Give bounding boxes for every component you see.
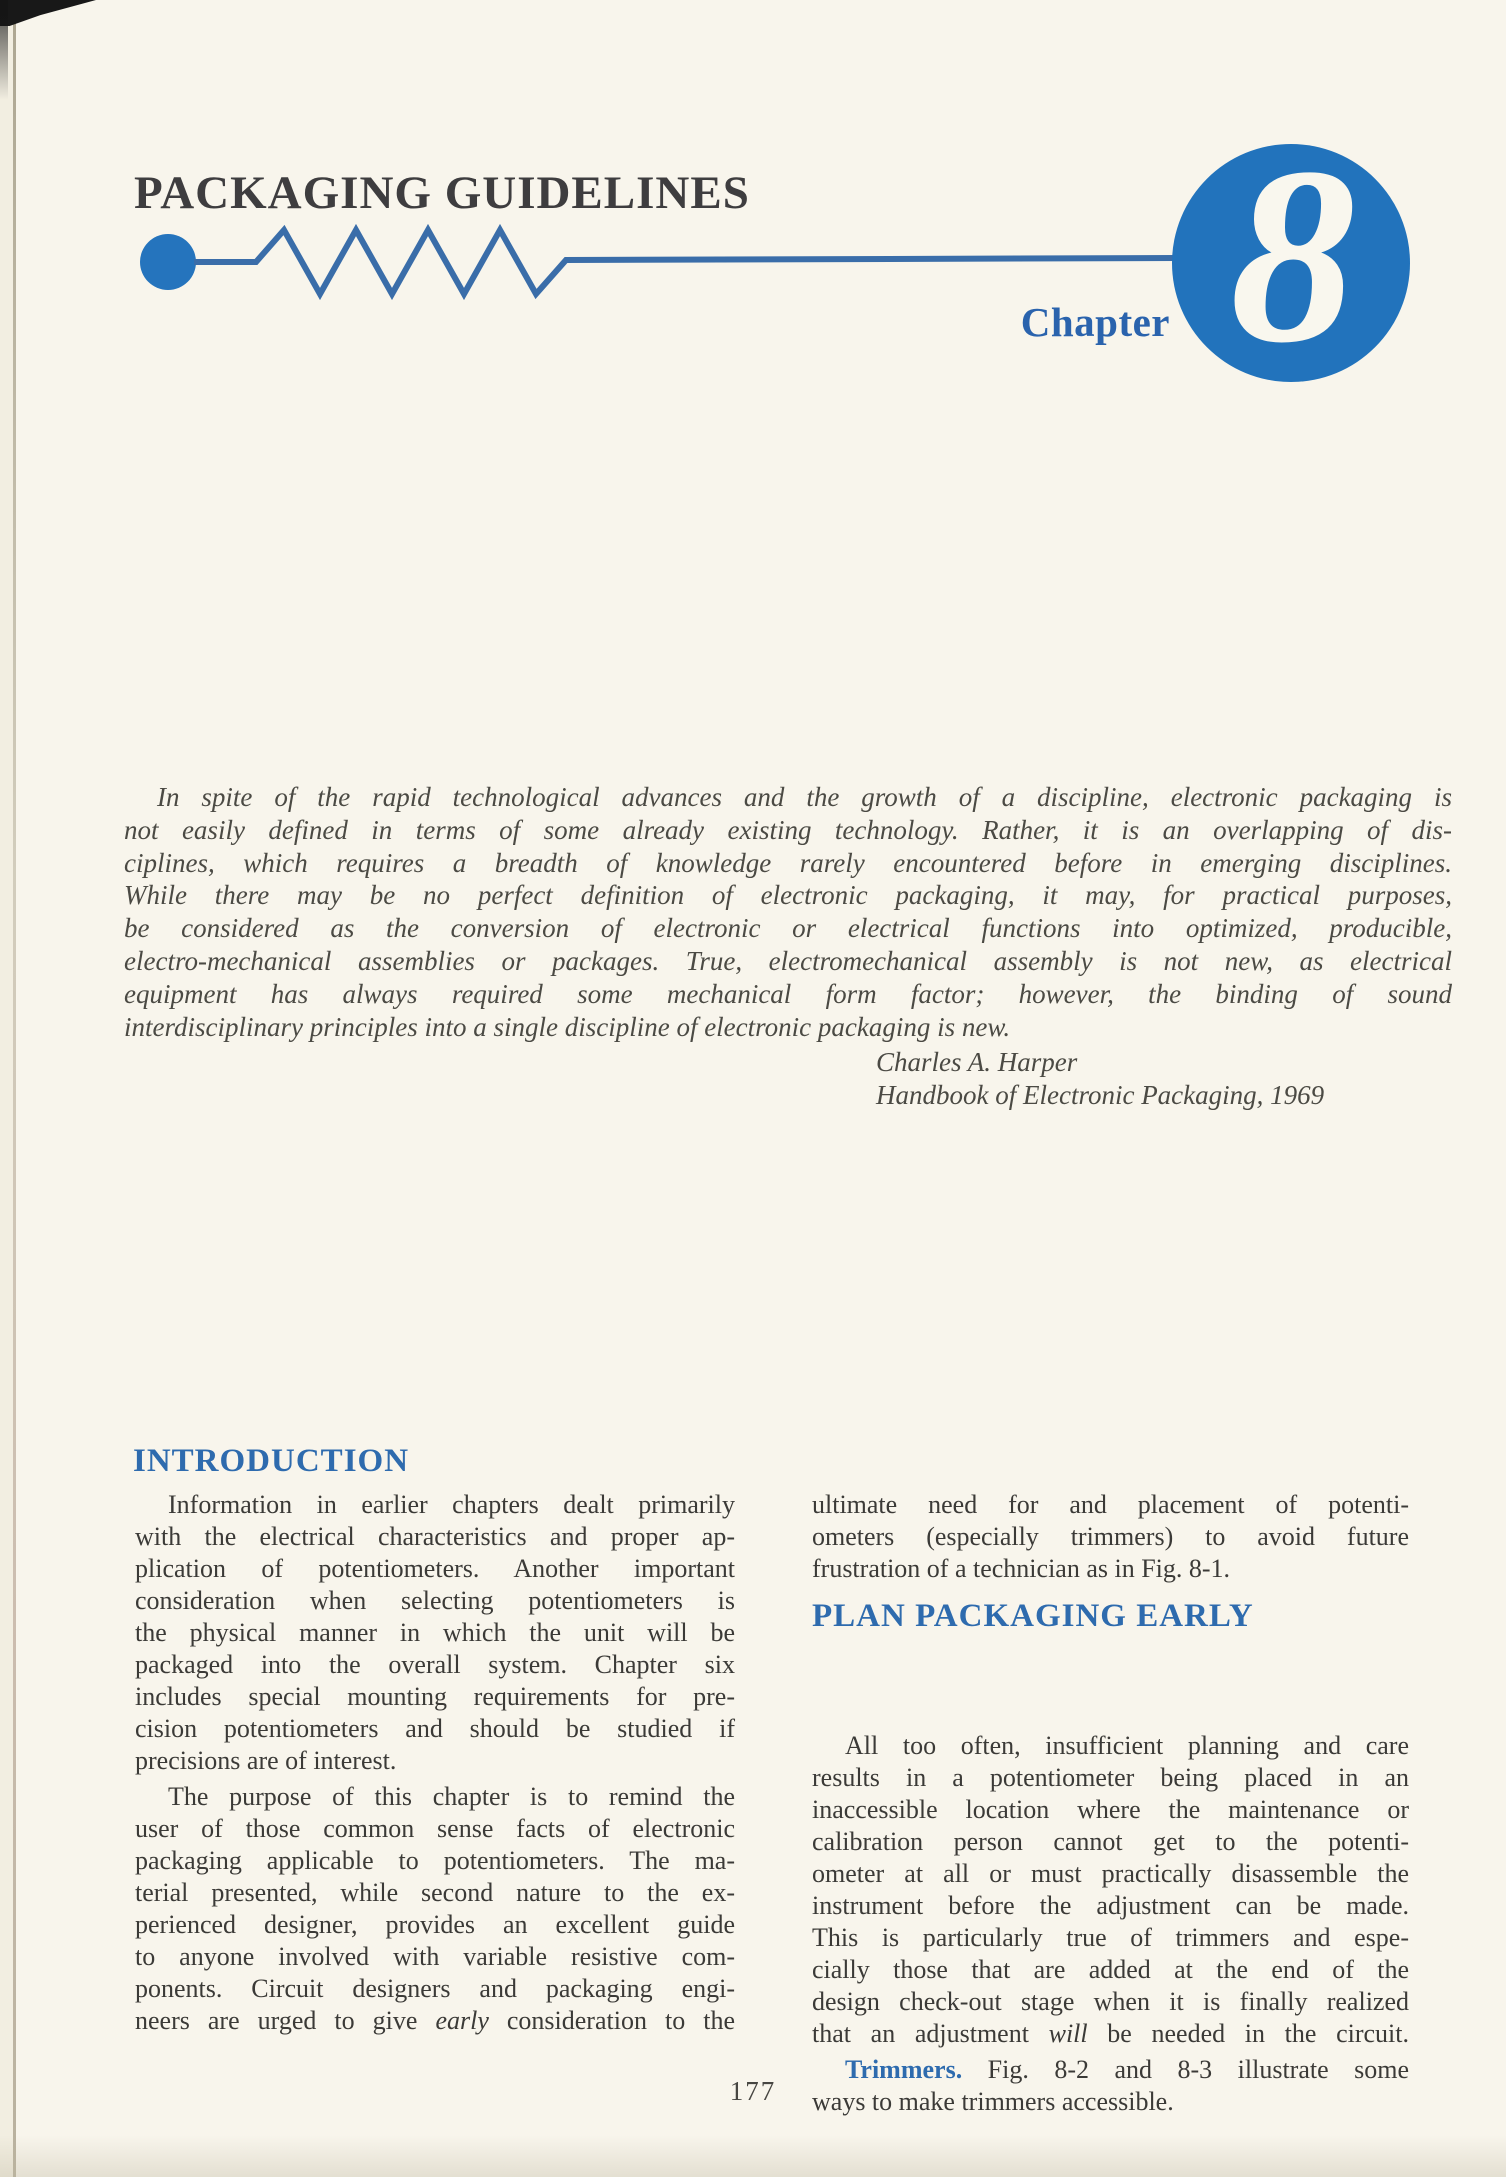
text-line: user of those common sense facts of electronic [135, 1814, 735, 1843]
text-line: frustration of a technician as in Fig. 8-1. [812, 1554, 1231, 1583]
text-line: inaccessible location where the maintenance or [812, 1795, 1409, 1824]
text-line: equipment has always required some mechanical form factor; however, the binding of sound [124, 978, 1452, 1009]
text-line: to anyone involved with variable resistive com- [135, 1942, 735, 1971]
text-line: Trimmers. Fig. 8-2 and 8-3 illustrate some [845, 2055, 1409, 2084]
paragraph [812, 1730, 1409, 2050]
text-line: packaged into the overall system. Chapter six [135, 1650, 735, 1679]
text-line: cially those that are added at the end of the [812, 1955, 1409, 1984]
text-line: that an adjustment will be needed in the circuit. [812, 2019, 1409, 2048]
text-line: with the electrical characteristics and proper ap- [135, 1522, 735, 1551]
page-edge-strip [0, 0, 13, 2177]
chapter-label: Chapter [1020, 299, 1170, 345]
chapter-number-badge [1172, 144, 1410, 382]
text-line: ometers (especially trimmers) to avoid future [812, 1522, 1409, 1551]
text-line: interdisciplinary principles into a single discipline of electronic packaging is new. [124, 1011, 1011, 1042]
text-line: terial presented, while second nature to the ex- [135, 1878, 735, 1907]
text-line: ometer at all or must practically disassemble the [812, 1859, 1409, 1888]
text-line: All too often, insufficient planning and care [845, 1731, 1409, 1760]
chapter-number: 8 [1230, 144, 1356, 382]
attribution-source: Handbook of Electronic Packaging, 1969 [876, 1080, 1325, 1110]
text-line: ways to make trimmers accessible. [812, 2087, 1174, 2116]
text-line: Information in earlier chapters dealt primarily [168, 1490, 735, 1519]
text-line: neers are urged to give early consideration to the [135, 2006, 735, 2035]
paragraph [812, 2054, 1409, 2118]
paragraph [135, 1489, 735, 1777]
text-line: not easily defined in terms of some already existing technology. Rather, it is an overlapping of dis- [124, 814, 1452, 845]
text-line: ciplines, which requires a breadth of knowledge rarely encountered before in emerging disciplines. [124, 847, 1452, 878]
paragraph [135, 1781, 735, 2037]
text-line: ultimate need for and placement of potenti- [812, 1490, 1409, 1519]
epigraph-attribution [876, 1046, 1324, 1112]
text-line: electro-mechanical assemblies or packages. True, electromechanical assembly is not new, as electrical [124, 945, 1452, 976]
text-line: packaging applicable to potentiometers. The ma- [135, 1846, 735, 1875]
text-line: cision potentiometers and should be studied if [135, 1714, 735, 1743]
corner-smudge [0, 0, 8, 100]
section-heading-introduction: INTRODUCTION [133, 1443, 410, 1479]
text-line: The purpose of this chapter is to remind the [168, 1782, 735, 1811]
text-line: instrument before the adjustment can be made. [812, 1891, 1409, 1920]
page-edge-scan-line [13, 0, 16, 2177]
text-line: While there may be no perfect definition of electronic packaging, it may, for practical purposes, [124, 880, 1452, 911]
text-line: This is particularly true of trimmers and espe- [812, 1923, 1409, 1952]
page-number: 177 [729, 2076, 777, 2106]
text-line: perienced designer, provides an excellent guide [135, 1910, 735, 1939]
right-column [812, 1489, 1409, 2118]
text-line: consideration when selecting potentiometers is [135, 1586, 735, 1615]
text-line: ponents. Circuit designers and packaging engi- [135, 1974, 735, 2003]
text-line: design check-out stage when it is finally realized [812, 1987, 1409, 2016]
attribution-author: Charles A. Harper [876, 1047, 1078, 1077]
text-line: be considered as the conversion of electronic or electrical functions into optimized, producible, [124, 913, 1452, 944]
text-line: plication of potentiometers. Another important [135, 1554, 735, 1583]
section-heading-plan-packaging-early: PLAN PACKAGING EARLY [812, 1598, 1254, 1634]
text-line: the physical manner in which the unit will be [135, 1618, 735, 1647]
epigraph-quote [124, 781, 1452, 1043]
corner-ink-mark [0, 0, 96, 26]
text-line: results in a potentiometer being placed in an [812, 1763, 1409, 1792]
chapter-title: PACKAGING GUIDELINES [134, 167, 750, 219]
bottom-scan-shade [0, 2135, 1506, 2177]
text-line: calibration person cannot get to the potenti- [812, 1827, 1409, 1856]
text-line: In spite of the rapid technological advances and the growth of a discipline, electronic packaging is [157, 782, 1452, 812]
paragraph [812, 1489, 1409, 1585]
left-column [135, 1489, 735, 2037]
text-line: precisions are of interest. [135, 1746, 397, 1775]
text-line: includes special mounting requirements for pre- [135, 1682, 735, 1711]
